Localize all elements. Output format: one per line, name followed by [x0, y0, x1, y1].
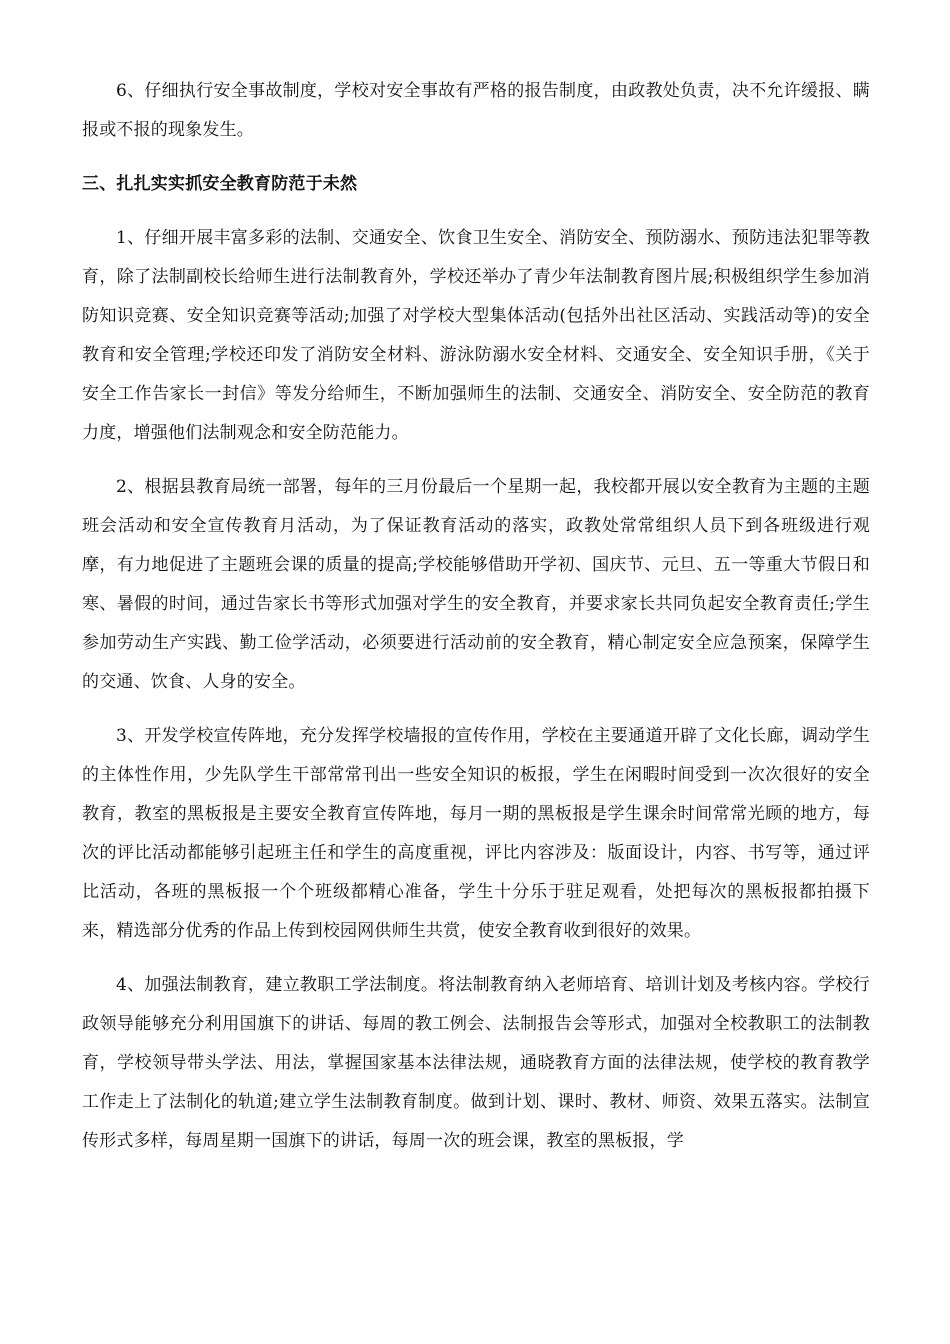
paragraph-gap [82, 453, 870, 468]
paragraph-gap [82, 204, 870, 219]
paragraph-gap [82, 702, 870, 717]
paragraph-gap [82, 951, 870, 966]
paragraph-gap [82, 150, 870, 165]
paragraph-3-1: 1、仔细开展丰富多彩的法制、交通安全、饮食卫生安全、消防安全、预防溺水、预防违法犯罪等教育，除了法制副校长给师生进行法制教育外，学校还举办了青少年法制教育图片展;积极组织学生参加消防知识竞赛、安全知识竞赛等活动;加强了对学校大型集体活动(包括外出社区活动、实践活动等)的安全教育和安全管理;学校还印发了消防安全材料、游泳防溺水安全材料、交通安全、安全知识手册，《关于安全工作告家长一封信》等发分给师生，不断加强师生的法制、交通安全、消防安全、安全防范的教育力度，增强他们法制观念和安全防范能力。 [82, 228, 870, 443]
paragraph-3-2: 2、根据县教育局统一部署，每年的三月份最后一个星期一起，我校都开展以安全教育为主题的主题班会活动和安全宣传教育月活动，为了保证教育活动的落实，政教处常常组织人员下到各班级进行观摩，有力地促进了主题班会课的质量的提高;学校能够借助开学初、国庆节、元旦、五一等重大节假日和寒、暑假的时间，通过告家长书等形式加强对学生的安全教育，并要求家长共同负起安全教育责任;学生参加劳动生产实践、勤工俭学活动，必须要进行活动前的安全教育，精心制定安全应急预案，保障学生的交通、饮食、人身的安全。 [82, 477, 870, 692]
document-page [82, 72, 870, 1161]
paragraph-3-4: 4、加强法制教育，建立教职工学法制度。将法制教育纳入老师培育、培训计划及考核内容。学校行政领导能够充分利用国旗下的讲话、每周的教工例会、法制报告会等形式，加强对全校教职工的法制教育，学校领导带头学法、用法，掌握国家基本法律法规，通晓教育方面的法律法规，使学校的教育教学工作走上了法制化的轨道;建立学生法制教育制度。做到计划、课时、教材、师资、效果五落实。法制宣传形式多样，每周星期一国旗下的讲话，每周一次的班会课，教室的黑板报，学 [82, 975, 870, 1151]
paragraph-3-3: 3、开发学校宣传阵地，充分发挥学校墙报的宣传作用，学校在主要通道开辟了文化长廊，调动学生的主体性作用，少先队学生干部常常刊出一些安全知识的板报，学生在闲暇时间受到一次次很好的安全教育，教室的黑板报是主要安全教育宣传阵地，每月一期的黑板报是学生课余时间常常光顾的地方，每次的评比活动都能够引起班主任和学生的高度重视，评比内容涉及：版面设计，内容、书写等，通过评比活动，各班的黑板报一个个班级都精心准备，学生十分乐于驻足观看，处把每次的黑板报都拍摄下来，精选部分优秀的作品上传到校园网供师生共赏，使安全教育收到很好的效果。 [82, 726, 870, 941]
section-heading-3: 三、扎扎实实抓安全教育防范于未然 [82, 174, 358, 194]
paragraph-6: 6、仔细执行安全事故制度，学校对安全事故有严格的报告制度，由政教处负责，决不允许缓报、瞒报或不报的现象发生。 [82, 81, 870, 140]
